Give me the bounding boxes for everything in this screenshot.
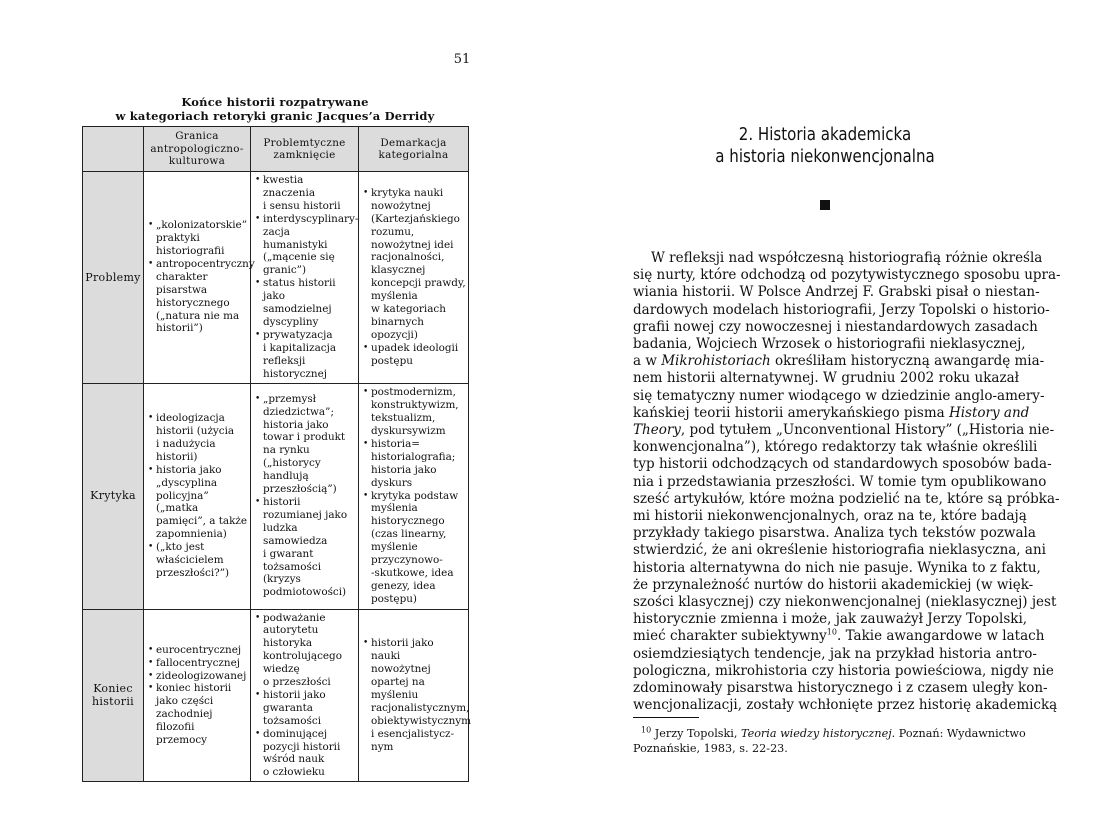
text-line: nia i przedstawiania przeszłości. W tomie tym opublikowano bbox=[633, 473, 1047, 490]
text-line: grafii nowej czy nowoczesnej i niestandardowych zasadach bbox=[633, 318, 1038, 335]
list-item: • podważanie autorytetu historyka kontrolującego wiedzę o przeszłości bbox=[255, 612, 356, 689]
text-run: mieć charakter subiektywny bbox=[633, 628, 827, 645]
table-cell bbox=[359, 172, 469, 384]
text-line: się tematyczny numer wiodącego w dziedzinie anglo-amery- bbox=[633, 387, 1045, 404]
italic-title: Theory bbox=[633, 422, 681, 439]
text-line bbox=[633, 422, 1055, 439]
table-title bbox=[82, 95, 468, 123]
text-line: konwencjonalna”), którego redaktorzy tak właśnie określili bbox=[633, 439, 1038, 456]
section-heading-line-1: 2. Historia akademicka bbox=[738, 125, 912, 145]
text-line: zdominowały pisarstwa historycznego i z czasem uległy kon- bbox=[633, 680, 1048, 697]
text-line: mi historii niekonwencjonalnych, oraz na te, które badają bbox=[633, 508, 1027, 525]
text-line: szości klasycznej) czy niekonwencjonalnej (nieklasycznej) jest bbox=[633, 594, 1057, 611]
text-line: wencjonalizacji, zostały wchłonięte przez historię akademicką bbox=[633, 697, 1058, 714]
list-item: • historii jako gwaranta tożsamości bbox=[255, 689, 356, 728]
table-cell bbox=[251, 172, 359, 384]
footnote bbox=[633, 725, 1026, 756]
list-item: • dominującej pozycji historii wśród nauk o człowieku bbox=[255, 728, 356, 780]
list-item: • ideologizacja historii (użycia i nadużycia historii) bbox=[148, 412, 248, 464]
list-item: • zideologizowanej bbox=[148, 670, 248, 683]
section-heading bbox=[657, 124, 992, 168]
section-heading-line-2: a historia niekonwencjonalna bbox=[715, 147, 935, 167]
italic-title: History and bbox=[948, 404, 1030, 421]
table-title-line-1: Końce historii rozpatrywane bbox=[181, 95, 369, 109]
column-header: Problemtyczne zamknięcie bbox=[251, 127, 359, 172]
list-item: • („kto jest właścicielem przeszłości?”) bbox=[148, 541, 248, 580]
list-item: • „kolonizatorskie” praktyki historiografii bbox=[148, 219, 248, 258]
footnote-line bbox=[633, 725, 1026, 742]
text-line: sześć artykułów, które można podzielić na te, które są próbka- bbox=[633, 490, 1060, 507]
text-line: historia alternatywna do nich nie pasuje. Wynika to z faktu, bbox=[633, 559, 1041, 576]
table-cell bbox=[359, 383, 469, 609]
text-run: określiłam historyczną awangardę mia- bbox=[770, 353, 1045, 370]
row-header: Koniec historii bbox=[83, 609, 144, 782]
table-title-line-2: w kategoriach retoryki granic Jacques’a Derridy bbox=[115, 109, 435, 123]
table-cell bbox=[359, 609, 472, 782]
table-cell bbox=[251, 383, 359, 609]
list-item: • interdyscyplinary- zacja humanistyki („mącenie się granic”) bbox=[255, 213, 356, 278]
list-item: • upadek ideologii postępu bbox=[363, 342, 466, 368]
table-row bbox=[83, 172, 469, 384]
footnote-line: Poznańskie, 1983, s. 22-23. bbox=[633, 741, 788, 755]
text-line: nem historii alternatywnej. W grudniu 2002 roku ukazał bbox=[633, 370, 1019, 387]
table-row bbox=[83, 609, 469, 782]
list-item: • historii rozumianej jako ludzka samowiedza i gwarant tożsamości (kryzys podmiotowości) bbox=[255, 496, 356, 599]
list-item: • fallocentrycznej bbox=[148, 657, 248, 670]
list-item: • historia jako „dyscyplina policyjna” („matka pamięci”, a także zapomnienia) bbox=[148, 464, 248, 541]
list-item: • historii jako nauki nowożytnej opartej na myśleniu racjonalistycznym, obiektywistycznym i esencjalistycz- nym bbox=[363, 637, 466, 753]
list-item: • krytyka podstaw myślenia historycznego (czas linearny, myślenie przyczynowo- -skutkowe, idea genezy, idea postępu) bbox=[363, 490, 466, 606]
text-line bbox=[633, 627, 1045, 645]
table-cell bbox=[144, 172, 255, 384]
text-run: . Takie awangardowe w latach bbox=[836, 628, 1045, 645]
body-paragraph bbox=[633, 250, 1061, 714]
text-line: badania, Wojciech Wrzosek o historiografii nieklasycznej, bbox=[633, 336, 1026, 353]
footnote-reference: 10 bbox=[826, 627, 837, 637]
list-item: • kwestia znaczenia i sensu historii bbox=[255, 174, 356, 213]
table-header-row bbox=[83, 127, 469, 172]
column-header: Granica antropologiczno- kulturowa bbox=[144, 127, 251, 172]
list-item: • historia= historialografia; historia jako dyskurs bbox=[363, 438, 466, 490]
list-item: • status historii jako samodzielnej dyscypliny bbox=[255, 277, 356, 329]
table-cell bbox=[144, 609, 251, 782]
history-table bbox=[82, 126, 472, 782]
text-line: osiemdziesiątych tendencje, jak na przykład historia antro- bbox=[633, 645, 1037, 662]
text-line: typ historii odchodzących od standardowych sposobów bada- bbox=[633, 456, 1052, 473]
list-item: • „przemysł dziedzictwa”; historia jako towar i produkt na rynku („historycy handlują przeszłością”) bbox=[255, 393, 356, 496]
table-cell bbox=[251, 609, 359, 782]
section-separator-square bbox=[820, 200, 830, 210]
text-line: się nurty, które odchodzą od pozytywistycznego sposobu upra- bbox=[633, 267, 1061, 284]
table-row bbox=[83, 383, 469, 609]
text-line bbox=[633, 404, 1030, 422]
list-item: • antropocentryczny charakter pisarstwa historycznego („natura nie ma historii”) bbox=[148, 258, 248, 335]
list-item: • krytyka nauki nowożytnej (Kartezjańskiego rozumu, nowożytnej idei racjonalności, klasycznej koncepcji prawdy, myślenia w kategoriach binarnych opozycji) bbox=[363, 187, 466, 342]
text-line: dardowych modelach historiografii, Jerzy Topolski o historio- bbox=[633, 301, 1050, 318]
footnote-rule bbox=[633, 717, 699, 718]
footnote-number: 10 bbox=[641, 725, 652, 735]
text-run: kańskiej teorii historii amerykańskiego pisma bbox=[633, 404, 949, 421]
list-item: • prywatyzacja i kapitalizacja refleksji historycznej bbox=[255, 329, 356, 381]
text-line: przykłady takiego pisarstwa. Analiza tych tekstów pozwala bbox=[633, 525, 1036, 542]
table-corner-cell bbox=[83, 127, 144, 172]
page-number: 51 bbox=[453, 52, 471, 67]
text-line: historycznie zmienna i może, jak zauważył Jerzy Topolski, bbox=[633, 611, 1028, 628]
footnote-publisher: . Poznań: Wydawnictwo bbox=[891, 727, 1026, 740]
footnote-title: Teoria wiedzy historycznej bbox=[740, 727, 892, 740]
text-line: stwierdzić, że ani określenie historiografia nieklasyczna, ani bbox=[633, 542, 1046, 559]
row-header: Problemy bbox=[83, 172, 144, 384]
italic-title: Mikrohistoriach bbox=[661, 353, 771, 370]
list-item: • eurocentrycznej bbox=[148, 644, 248, 657]
table-cell bbox=[144, 383, 251, 609]
row-header: Krytyka bbox=[83, 383, 144, 609]
column-header: Demarkacja kategorialna bbox=[359, 127, 469, 172]
text-run: , pod tytułem „Unconventional History” („Historia nie- bbox=[680, 422, 1055, 439]
list-item: • koniec historii jako części zachodniej filozofii przemocy bbox=[148, 682, 248, 747]
list-item: • postmodernizm, konstruktywizm, tekstualizm, dyskursywizm bbox=[363, 386, 466, 438]
text-line: W refleksji nad współczesną historiografią różnie określa bbox=[651, 250, 1043, 266]
text-line: pologiczna, mikrohistoria czy historia powieściowa, nigdy nie bbox=[633, 662, 1054, 679]
text-line: że przynależność nurtów do historii akademickiej (w więk- bbox=[633, 576, 1034, 593]
text-line bbox=[633, 353, 1045, 370]
text-line: wiania historii. W Polsce Andrzej F. Grabski pisał o niestan- bbox=[633, 284, 1040, 301]
text-run: a w bbox=[633, 353, 662, 370]
footnote-author: Jerzy Topolski, bbox=[651, 727, 741, 740]
